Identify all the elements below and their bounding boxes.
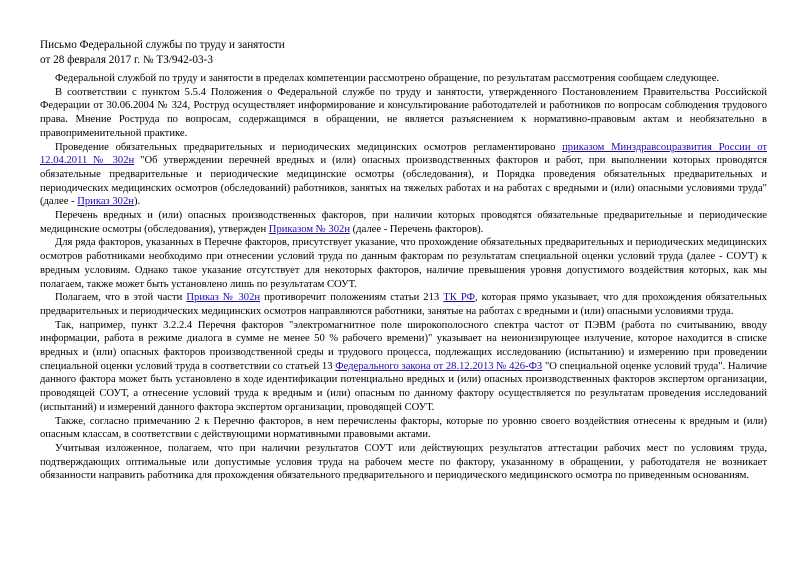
text-span: ). (133, 196, 141, 208)
paragraph-conclusion: Учитывая изложенное, полагаем, что при наличии результатов СОУТ или действующих результатов аттестации рабочих мест по условиям труда, подтверждающих оптимальные или допустимые условия труда на рабочем месте по фактору, указанному в обращении, у работодателя не возникает обязанности направить работника для прохождения обязательного предварительного и периодического медицинского осмотра по приведенным основаниям. (40, 442, 767, 482)
paragraph-intro: Федеральной службой по труду и занятости в пределах компетенции рассмотрено обращение, по результатам рассмотрения сообщаем следующее. (55, 73, 720, 84)
paragraph-contradiction (40, 291, 767, 318)
link-order-302n-full[interactable]: приказом Минздравсоцразвития России от 12.04.2011 № 302н (40, 141, 768, 167)
link-labor-code[interactable]: ТК РФ (443, 292, 475, 304)
text-span: противоречит положениям статьи 213 (260, 292, 444, 304)
paragraph-example (40, 319, 767, 415)
text-span: (далее - Перечень факторов). (350, 223, 484, 235)
letter-title: Письмо Федеральной службы по труду и занятости (40, 39, 285, 51)
link-federal-law-426[interactable]: Федерального закона от 28.12.2013 № 426-ФЗ (335, 360, 543, 372)
text-span: Так, например, пункт 3.2.2.4 Перечня факторов "электромагнитное поле широкополосного спектра частот от ПЭВМ (работа по считыванию, вводу информации, работа в режиме диалога в сумме не менее 50 % рабочего времени)" указывает на неионизирующее излучение, которое находится в списке вредных и (или) опасных факторов производственной среды и трудового процесса, подлежащих исследованию (испытанию) и измерению при проведении специальной оценки условий труда в соответствии со статьей 13 (40, 319, 767, 372)
text-span: , которая прямо указывает, что для прохождения обязательных предварительных и периодических медицинских осмотров направляются работники, занятые на работах с вредными и (или) опасными условиями труда. (40, 292, 767, 317)
text-span: Перечень вредных и (или) опасных производственных факторов, при наличии которых проводятся обязательные предварительные и периодические медицинские осмотры (обследования), утвержден (40, 210, 767, 235)
paragraph-regulation (40, 141, 767, 210)
link-order-302n[interactable]: Приказ № 302н (186, 292, 261, 304)
paragraph-factor-list (40, 209, 767, 236)
link-order-302n[interactable]: Приказом № 302н (268, 223, 350, 235)
text-span: Проведение обязательных предварительных и периодических медицинских осмотров регламентировано (55, 141, 563, 153)
letter-header (40, 38, 285, 68)
text-span: Полагаем, что в этой части (55, 292, 187, 304)
paragraph-competence: В соответствии с пунктом 5.5.4 Положения о Федеральной службе по труду и занятости, утвержденного Постановлением Правительства Российской Федерации от 30.06.2004 № 324, Роструд осуществляет информирование и консультирование работодателей и работников по вопросам соблюдения трудового права. Мнение Роструда по вопросам, содержащимся в обращении, не является разъяснением к нормативно-правовым актам и необязательно в правоприменительной практике. (40, 86, 767, 139)
paragraph-factors-sout: Для ряда факторов, указанных в Перечне факторов, присутствует указание, что прохождение обязательных предварительных и периодических медицинских осмотров работниками необходимо при отнесении условий труда по данным факторам по результатам специальной оценки условий труда (далее - СОУТ) к вредным условиям. Однако такое указание отсутствует для некоторых факторов, наличие превышения уровня допустимого воздействия которых, как мы полагаем, также может быть установлено лишь по результатам СОУТ. (40, 237, 767, 290)
text-span: "Об утверждении перечней вредных и (или) опасных производственных факторов и работ, при выполнении которых проводятся обязательные предварительные и периодические медицинские осмотры (обследования), и Порядка проведения обязательных предварительных и периодических медицинских осмотров (обследований) работников, занятых на тяжелых работах и на работах с вредными и (или) опасными условиями труда" (далее - (40, 155, 767, 208)
paragraph-note: Также, согласно примечанию 2 к Перечню факторов, в нем перечислены факторы, которые по уровню своего воздействия отнесены к вредным и (или) опасным классам, в соответствии с действующими нормативными правовыми актами. (40, 415, 767, 441)
text-span: "О специальной оценке условий труда". Наличие данного фактора может быть установлено в ходе идентификации потенциально вредных и (или) опасных производственных факторов экспертом организации, проводящей СОУТ, а отнесение условий труда к вредным и (или) опасным по данному фактору осуществляется по результатам проведения исследований (испытаний) и измерений данного фактора экспертом организации, проводящей СОУТ. (40, 360, 767, 413)
letter-body (40, 72, 767, 483)
letter-date-number: от 28 февраля 2017 г. № ТЗ/942-03-3 (40, 54, 213, 66)
link-order-302n-short[interactable]: Приказ 302н (77, 196, 134, 208)
